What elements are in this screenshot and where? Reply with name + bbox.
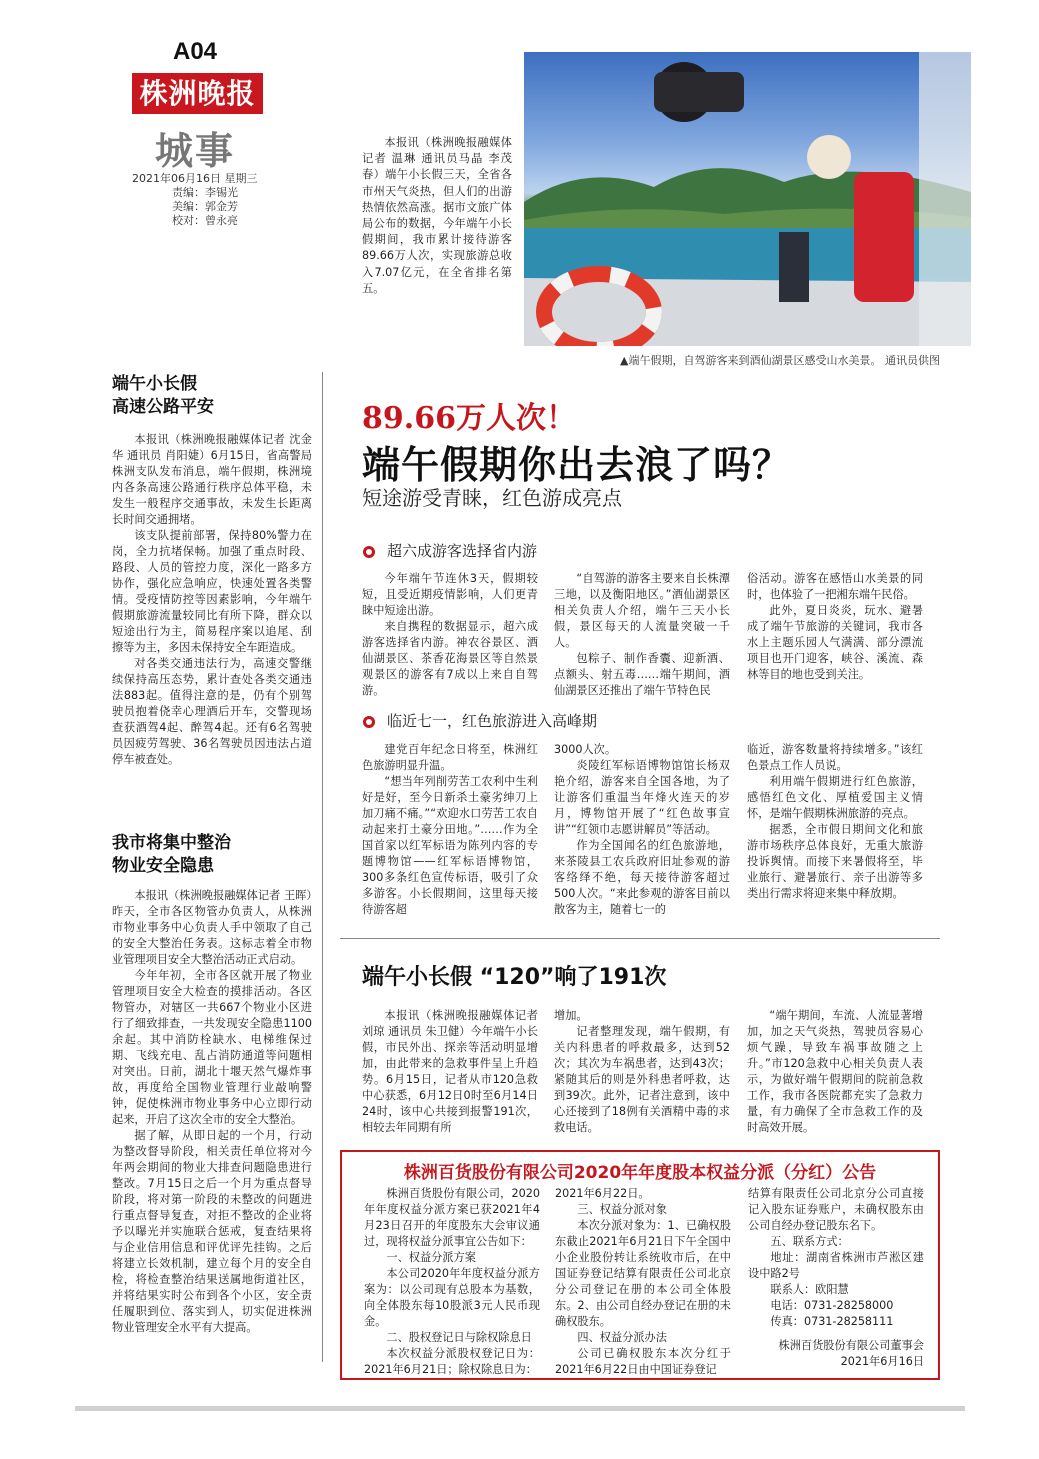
red-circle-bullet-icon <box>363 546 375 558</box>
notice-sign-date: 2021年6月16日 <box>840 1355 924 1368</box>
art-editor-credit: 美编：郭金芳 <box>172 200 238 213</box>
notice-col1 <box>364 1186 540 1378</box>
paragraph: “想当年列削劳苦工农利中生利好是好，至今日新杀土豪劣绅刀上加刀痛不痛。”“欢迎水口劳苦工农自动起来打土豪分田地。”……作为全国首家以红军标语为陈列内容的专题博物馆——红军标语博物馆，300多条红色宣传标语，吸引了众多游客。小长假期间，这里每天接待游客超 <box>362 775 538 916</box>
main-subtitle: 短途游受青睐，红色游成亮点 <box>362 486 622 510</box>
footer-rule <box>75 1406 965 1411</box>
left-article2-title-line1: 我市将集中整治 <box>112 833 231 853</box>
article120-col1 <box>362 1008 538 1136</box>
paragraph: 记者整理发现，端午假期，有关内科患者的呼救最多，达到52次；其次为车祸患者，达到43次；紧随其后的则是外科患者呼救，达到39次。此外，记者注意到，该中心还接到了18例有关酒精中毒的求救电话。 <box>554 1025 730 1134</box>
notice-box <box>340 1150 940 1380</box>
notice-paragraph: 三、权益分派对象 <box>577 1203 667 1216</box>
notice-paragraph: 本次分派对象为：1、已确权股东截止2021年6月21日下午全国中小企业股份转让系统收市后，在中国证券登记结算有限责任公司北京分公司登记在册的本公司全体股东。2、由公司自经办登记在册的未确权股东。 <box>555 1219 731 1328</box>
notice-paragraph: 四、权益分派办法 <box>577 1331 667 1344</box>
notice-paragraph: 2021年6月22日。 <box>555 1187 650 1200</box>
paragraph: 作为全国闻名的红色旅游地，来茶陵县工农兵政府旧址参观的游客络绎不绝，每天接待游客超过500人次。“来此参观的游客目前以散客为主，随着七一的 <box>554 839 730 916</box>
section1-col3 <box>747 571 923 683</box>
column-divider <box>322 372 323 1362</box>
left-article2-title <box>112 832 231 878</box>
left-article2-title-line2: 物业安全隐患 <box>112 856 214 876</box>
lead-paragraph: 本报讯（株洲晚报融媒体记者 温琳 通讯员马晶 李茂春）端午小长假三天，全省各市州天气炎热，但人们的出游热情依然高涨。据市文旅广体局公布的数据，今年端午小长假期间，我市累计接待游客89.66万人次，实现旅游总收入7.07亿元，在全省排名第五。 <box>362 136 512 295</box>
notice-paragraph: 电话：0731-28258000 <box>770 1299 894 1312</box>
notice-paragraph: 结算有限责任公司北京分公司直接记入股东证券账户，未确权股东由公司自经办登记股东名下。 <box>748 1187 924 1232</box>
left-article2-body <box>112 888 312 1336</box>
photo-caption: ▲端午假期，自驾游客来到酒仙湖景区感受山水美景。 通讯员供图 <box>620 354 940 367</box>
section1-col2 <box>554 571 730 699</box>
paragraph: 本报讯（株洲晚报融媒体记者 刘琼 通讯员 朱卫健）今年端午小长假，市民外出、探亲等活动明显增加，由此带来的急救事件呈上升趋势。6月15日，记者从市120急救中心获悉，6月12日0时至6月14日24时，该中心共接到报警191次，相较去年同期有所 <box>362 1009 538 1134</box>
notice-paragraph: 本次权益分派股权登记日为：2021年6月21日；除权除息日为： <box>364 1347 540 1376</box>
section2-col1 <box>362 742 538 918</box>
left-article1-title-line2: 高速公路平安 <box>112 397 214 417</box>
issue-date: 2021年06月16日 星期三 <box>132 172 258 185</box>
article120-col2 <box>554 1008 730 1136</box>
paragraph: 本报讯（株洲晚报融媒体记者 沈金华 通讯员 肖阳婕）6月15日，省高警局株洲支队发布消息，端午假期，株洲境内各条高速公路通行秩序总体平稳，未发生一般程序交通事故，未发生长距离长时间交通拥堵。 <box>112 433 312 526</box>
article120-col3 <box>747 1008 923 1136</box>
paragraph: 本报讯（株洲晚报融媒体记者 王晖）昨天，全市各区物管办负责人，从株洲市物业事务中心负责人手中领取了自己的安全大整治任务表。这标志着全市物业管理项目安全大整治活动正式启动。 <box>112 889 312 966</box>
paragraph: 3000人次。 <box>554 743 617 756</box>
paragraph: 该支队提前部署，保持80%警力在岗，全力抗堵保畅。加强了重点时段、路段、人员的管控力度，深化一路多方协作，强化应急响应，快速处置各类警情。受疫情防控等因素影响，今年端午假期旅游流量较同比有所下降，群众以短途出行为主，简易程序案以追尾、刮擦等为主，多因未保持安全车距造成。 <box>112 529 312 654</box>
notice-col3-paras <box>748 1186 924 1330</box>
paragraph: 临近，游客数量将持续增多。”该红色景点工作人员说。 <box>747 743 923 772</box>
notice-paragraph: 本公司2020年年度权益分派方案为：以公司现有总股本为基数，向全体股东每10股派3元人民币现金。 <box>364 1267 540 1328</box>
paragraph: “端午期间，车流、人流显著增加，加之天气炎热，驾驶员容易心烦气躁，导致车祸事故随之上升。”市120急救中心相关负责人表示，为做好端午假期间的院前急救工作，我市各医院都充实了急救力量，有力确保了全市急救工作的及时高效开展。 <box>747 1009 923 1134</box>
masthead-logo: 株洲晚报 <box>132 73 263 114</box>
notice-paragraph: 地址：湖南省株洲市芦淞区建设中路2号 <box>748 1251 924 1280</box>
paragraph: 俗活动。游客在感悟山水美景的同时，也体验了一把湘东端午民俗。 <box>747 572 923 601</box>
notice-paragraph: 二、股权登记日与除权除息日 <box>386 1331 532 1344</box>
notice-paragraph: 株洲百货股份有限公司，2020年年度权益分派方案已获2021年4月23日召开的年度股东大会审议通过，现将权益分派事宜公告如下： <box>364 1187 540 1248</box>
notice-paragraph: 五、联系方式： <box>770 1235 849 1248</box>
paragraph: 建党百年纪念日将至，株洲红色旅游明显升温。 <box>362 743 538 772</box>
editor-credit: 责编：李锡光 <box>172 186 238 199</box>
paragraph: 对各类交通违法行为，高速交警继续保持高压态势，累计查处各类交通违法883起。值得注意的是，仍有个别驾驶员抱着侥幸心理酒后开车，交警现场查获酒驾4起、醉驾4起。还有6名驾驶员因疲劳驾驶、36名驾驶员因违法占道停车被查处。 <box>112 657 312 766</box>
notice-paragraph: 一、权益分派方案 <box>386 1251 476 1264</box>
paragraph: 增加。 <box>554 1009 588 1022</box>
article120-title: 端午小长假 “120”响了191次 <box>362 965 667 990</box>
left-article1-title-line1: 端午小长假 <box>112 374 197 394</box>
cover-photo <box>524 52 971 346</box>
section2-heading-text: 临近七一，红色旅游进入高峰期 <box>387 712 598 730</box>
left-article1-body <box>112 432 312 768</box>
paragraph: “自驾游的游客主要来自长株潭三地，以及衡阳地区。”酒仙湖景区相关负责人介绍，端午三天小长假，景区每天的人流量突破一千人。 <box>554 572 730 649</box>
section1-heading <box>363 540 537 561</box>
paragraph: 利用端午假期进行红色旅游，感悟红色文化、厚植爱国主义情怀，是端午假期株洲旅游的亮点。 <box>747 775 923 820</box>
notice-col3 <box>748 1186 924 1370</box>
red-circle-bullet-icon <box>363 716 375 728</box>
paragraph: 包粽子、制作香囊、迎新酒、点额头、射五毒……端午期间，酒仙湖景区还推出了端午节特色民 <box>554 652 730 697</box>
section1-heading-text: 超六成游客选择省内游 <box>387 542 538 560</box>
proofreader-credit: 校对：曾永亮 <box>172 214 238 227</box>
section1-col1 <box>362 571 538 699</box>
paragraph: 据悉，全市假日期间文化和旅游市场秩序总体良好，无重大旅游投诉舆情。而接下来暑假将至，毕业旅行、避暑旅行、亲子出游等多类出行需求将迎来集中释放期。 <box>747 823 923 900</box>
notice-paragraph: 传真：0731-28258111 <box>770 1315 894 1328</box>
notice-paragraph: 联系人：欧阳慧 <box>770 1283 849 1296</box>
paragraph: 炎陵红军标语博物馆馆长杨双艳介绍，游客来自全国各地，为了让游客们重温当年烽火连天的岁月，博物馆开展了“红色故事宣讲”“红领巾志愿讲解员”等活动。 <box>554 759 730 836</box>
notice-col2 <box>555 1186 731 1378</box>
header-credits <box>132 172 258 228</box>
main-headline: 端午假期你出去浪了吗？ <box>362 443 792 487</box>
photo-illustration <box>524 52 971 346</box>
paragraph: 此外，夏日炎炎，玩水、避暑成了端午节旅游的关键词，我市各水上主题乐园人气满满、部分漂流项目也开门迎客，峡谷、溪流、森林等目的地也受到关注。 <box>747 604 923 681</box>
main-kicker: 89.66万人次！ <box>362 401 576 436</box>
paragraph: 据了解，从即日起的一个月，行动为整改督导阶段，相关责任单位将对今年两会期间的物业大排查问题隐患进行整改。7月15日之后一个月为重点督导阶段，将对第一阶段的未整改的问题进行重点督导复查，对拒不整改的企业将予以曝光并实施联合惩戒，复查结果将与企业信用信息和评优评先挂钩。之后将建立长效机制，建立每个月的安全自检，将检查整治结果送属地街道社区，并将结果实时公布到各个小区，安全责任履职到位、落实到人，切实促进株洲物业管理安全水平有大提高。 <box>112 1129 312 1334</box>
paragraph: 来自携程的数据显示，超六成游客选择省内游。神农谷景区、酒仙湖景区、茶香花海景区等自然景观景区的游客有7成以上来自自驾游。 <box>362 620 538 697</box>
notice-title: 株洲百货股份有限公司2020年年度股本权益分派（分红）公告 <box>403 1163 877 1183</box>
notice-paragraph: 公司已确权股东本次分红于2021年6月22日由中国证券登记 <box>555 1347 731 1376</box>
paragraph: 今年端午节连休3天，假期较短，且受近期疫情影响，人们更青睐中短途出游。 <box>362 572 538 617</box>
section2-col2 <box>554 742 730 918</box>
section2-col3 <box>747 742 923 902</box>
left-article1-title <box>112 373 214 419</box>
page-number: A04 <box>173 38 218 65</box>
paragraph: 今年年初，全市各区就开展了物业管理项目安全大检查的摸排活动。各区物管办，对辖区一共667个物业小区进行了细致排查，一共发现安全隐患1100余起。其中消防栓缺水、电梯维保过期、飞线充电、乱占消防通道等问题相对突出。日前，湖北十堰天然气爆炸事故，再度给全国物业管理行业敲响警钟，促使株洲市物业事务中心立即行动起来，开启了这次全市的安全大整治。 <box>112 969 312 1126</box>
notice-signer: 株洲百货股份有限公司董事会 <box>778 1339 924 1352</box>
section2-heading <box>363 710 597 731</box>
section-title: 城事 <box>155 128 236 173</box>
article-divider <box>340 938 940 939</box>
